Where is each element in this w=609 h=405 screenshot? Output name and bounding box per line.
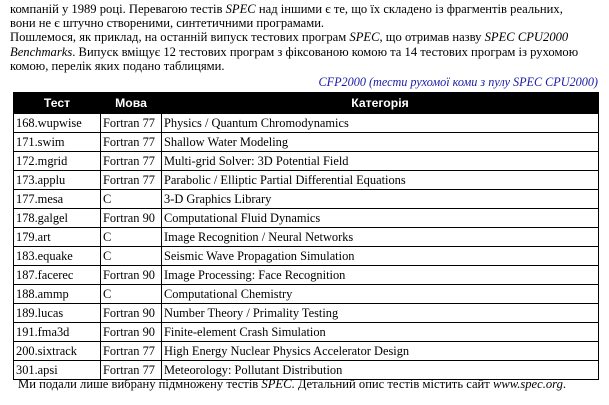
table-row	[14, 285, 599, 304]
cell-language: Fortran 77	[101, 171, 162, 190]
intro-text: компаній у 1989 році. Перевагою тестів	[10, 2, 226, 16]
table-row	[14, 266, 599, 285]
table-row	[14, 114, 599, 133]
cell-test: 173.applu	[14, 171, 101, 190]
cell-test: 168.wupwise	[14, 114, 101, 133]
table-row	[14, 304, 599, 323]
intro-line-1	[10, 2, 602, 16]
cell-category: Physics / Quantum Chromodynamics	[162, 114, 599, 133]
site-link[interactable]: www.spec.org	[492, 377, 563, 391]
cell-category: Computational Fluid Dynamics	[162, 209, 599, 228]
table-row	[14, 342, 599, 361]
intro-text: . Випуск вміщує 12 тестових програм з фіксованою комою та 14 тестових програм із рухомою	[72, 44, 579, 59]
table-row	[14, 152, 599, 171]
intro-text: над іншими є те, що їх складено із фрагментів реальних,	[255, 2, 563, 16]
intro-line-2: вони не є штучно створеними, синтетичними програмами.	[10, 16, 325, 31]
footer-text: Ми подали лише вибрану підмножену тестів	[18, 377, 262, 391]
cell-test: 188.ammp	[14, 285, 101, 304]
cell-category: Seismic Wave Propagation Simulation	[162, 247, 599, 266]
cell-language: Fortran 90	[101, 304, 162, 323]
cell-category: Multi-grid Solver: 3D Potential Field	[162, 152, 599, 171]
cell-test: 179.art	[14, 228, 101, 247]
cell-language: C	[101, 228, 162, 247]
cell-test: 301.apsi	[14, 361, 101, 380]
table-row	[14, 209, 599, 228]
header-language: Мова	[101, 93, 162, 114]
cell-language: Fortran 90	[101, 266, 162, 285]
document-page	[10, 2, 602, 90]
cell-category: Shallow Water Modeling	[162, 133, 599, 152]
header-test: Тест	[14, 93, 101, 114]
cell-test: 200.sixtrack	[14, 342, 101, 361]
table-row	[14, 171, 599, 190]
cell-test: 189.lucas	[14, 304, 101, 323]
header-category: Категорія	[162, 93, 599, 114]
cell-category: High Energy Nuclear Physics Accelerator Design	[162, 342, 599, 361]
intro-line-4	[10, 45, 602, 59]
table-body	[14, 114, 599, 380]
cell-language: Fortran 90	[101, 209, 162, 228]
cell-category: Meteorology: Pollutant Distribution	[162, 361, 599, 380]
cell-category: 3-D Graphics Library	[162, 190, 599, 209]
cell-test: 171.swim	[14, 133, 101, 152]
intro-line-5: комою, перелік яких подано таблицями.	[10, 58, 225, 73]
cell-language: Fortran 90	[101, 323, 162, 342]
cell-test: 172.mgrid	[14, 152, 101, 171]
cell-language: Fortran 77	[101, 361, 162, 380]
table-caption: CFP2000 (тести рухомої коми з пулу SPEC CPU2000)	[318, 75, 598, 90]
benchmark-name: Benchmarks	[10, 44, 73, 59]
cell-category: Image Processing: Face Recognition	[162, 266, 599, 285]
cell-language: Fortran 77	[101, 342, 162, 361]
footer-text: .	[562, 377, 567, 391]
cell-language: C	[101, 190, 162, 209]
table-row	[14, 190, 599, 209]
cell-test: 191.fma3d	[14, 323, 101, 342]
footer-note	[18, 377, 566, 391]
cell-test: 177.mesa	[14, 190, 101, 209]
cell-category: Image Recognition / Neural Networks	[162, 228, 599, 247]
table-row	[14, 228, 599, 247]
table-row	[14, 323, 599, 342]
intro-text: , що отримав назву	[379, 30, 485, 45]
cell-language: Fortran 77	[101, 152, 162, 171]
spec-term: SPEC	[261, 377, 292, 391]
cell-category: Computational Chemistry	[162, 285, 599, 304]
cell-category: Number Theory / Primality Testing	[162, 304, 599, 323]
cell-test: 178.galgel	[14, 209, 101, 228]
intro-line-3	[10, 30, 602, 44]
cell-language: Fortran 77	[101, 114, 162, 133]
cell-language: C	[101, 247, 162, 266]
cell-test: 187.facerec	[14, 266, 101, 285]
intro-text: Пошлемося, як приклад, на останній випуск тестових програм	[10, 30, 350, 45]
benchmark-name: SPEC CPU2000	[484, 30, 569, 45]
cell-language: C	[101, 285, 162, 304]
table-header-row	[14, 93, 599, 114]
cell-test: 183.equake	[14, 247, 101, 266]
cfp2000-table	[13, 92, 599, 380]
table-row	[14, 247, 599, 266]
table-row	[14, 133, 599, 152]
cell-language: Fortran 77	[101, 133, 162, 152]
cell-category: Finite-element Crash Simulation	[162, 323, 599, 342]
spec-term: SPEC	[349, 30, 380, 45]
cell-category: Parabolic / Elliptic Partial Differential Equations	[162, 171, 599, 190]
spec-term: SPEC	[225, 2, 256, 16]
footer-text: . Детальний опис тестів містить сайт	[291, 377, 493, 391]
